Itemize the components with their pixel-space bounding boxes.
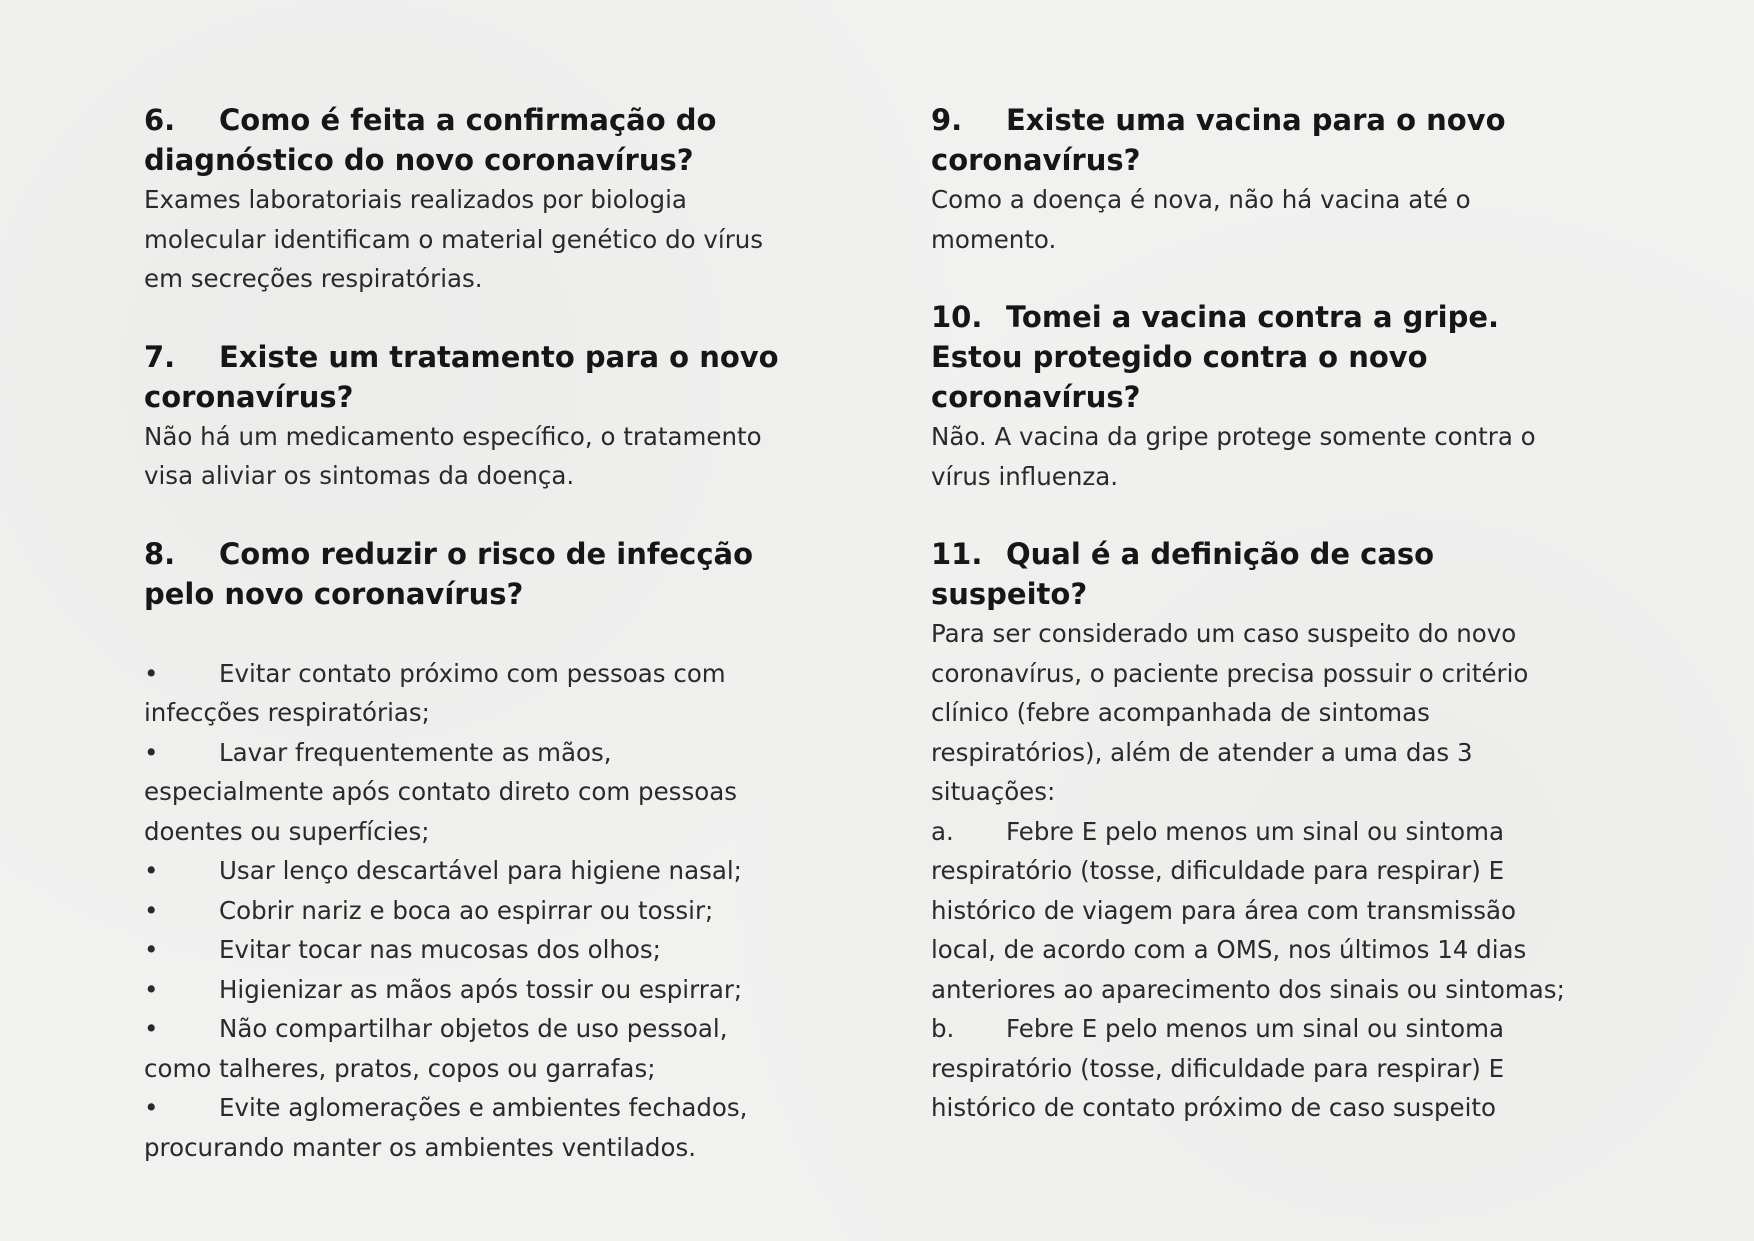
- answer-10: Não. A vacina da gripe protege somente contra o vírus influenza.: [931, 422, 1536, 491]
- question-number: 11.: [931, 537, 983, 571]
- item-marker: b.: [931, 1014, 955, 1043]
- item-text: Febre E pelo menos um sinal ou sintoma respiratório (tosse, dificuldade para respirar) E histórico de contato próximo de caso suspeito: [931, 1014, 1505, 1122]
- question-number: 7.: [144, 339, 176, 374]
- question-number: 8.: [144, 536, 176, 571]
- question-text: Qual é a definição de caso suspeito?: [931, 537, 1435, 611]
- situation-item-a: [931, 812, 1581, 1010]
- list-item: [144, 1009, 794, 1088]
- question-number: 9.: [931, 103, 963, 137]
- bullet-icon: •: [144, 935, 159, 964]
- bullet-icon: •: [144, 974, 159, 1004]
- question-number: 6.: [144, 103, 176, 137]
- question-7: [144, 337, 794, 417]
- list-item-text: Evitar tocar nas mucosas dos olhos;: [219, 935, 661, 964]
- faq-item-11: [931, 534, 1581, 1128]
- question-10: [931, 297, 1581, 417]
- bullet-icon: •: [144, 1014, 159, 1043]
- left-column: [144, 100, 794, 1205]
- list-item-text: Não compartilhar objetos de uso pessoal, como talheres, pratos, copos ou garrafas;: [144, 1014, 728, 1083]
- question-text: Como é feita a confirmação do diagnóstico do novo coronavírus?: [144, 103, 717, 177]
- list-item-text: Evite aglomerações e ambientes fechados, procurando manter os ambientes ventilados.: [144, 1093, 748, 1162]
- question-text: Como reduzir o risco de infecção pelo novo coronavírus?: [144, 536, 754, 611]
- question-text: Tomei a vacina contra a gripe. Estou protegido contra o novo coronavírus?: [931, 300, 1500, 414]
- faq-item-8: [144, 534, 794, 1168]
- question-6: [144, 100, 794, 180]
- situation-item-b: [931, 1009, 1581, 1128]
- question-text: Existe um tratamento para o novo coronavírus?: [144, 339, 779, 414]
- list-item: [144, 891, 794, 931]
- list-item-text: Cobrir nariz e boca ao espirrar ou tossir;: [219, 895, 714, 925]
- question-9: [931, 100, 1581, 180]
- question-number: 10.: [931, 300, 983, 334]
- right-column: [931, 100, 1581, 1166]
- list-item-text: Evitar contato próximo com pessoas com infecções respiratórias;: [144, 658, 726, 727]
- list-item: [144, 851, 794, 891]
- bullet-icon: •: [144, 737, 159, 767]
- question-11: [931, 534, 1581, 614]
- question-8: [144, 534, 794, 614]
- bullet-icon: •: [144, 856, 159, 885]
- answer-6: Exames laboratoriais realizados por biologia molecular identificam o material genético do vírus em secreções respiratórias.: [144, 185, 764, 293]
- bullet-icon: •: [144, 1093, 159, 1122]
- answer-11: Para ser considerado um caso suspeito do novo coronavírus, o paciente precisa possuir o critério clínico (febre acompanhada de sintomas respiratórios), além de atender a uma das 3 situações:: [931, 619, 1529, 806]
- list-item-text: Lavar frequentemente as mãos, especialmente após contato direto com pessoas doentes ou superfícies;: [144, 737, 737, 846]
- list-item: [144, 970, 794, 1010]
- list-item-text: Higienizar as mãos após tossir ou espirrar;: [219, 974, 743, 1004]
- answer-9: Como a doença é nova, não há vacina até o momento.: [931, 185, 1471, 254]
- item-marker: a.: [931, 816, 954, 846]
- faq-item-6: [144, 100, 794, 299]
- list-item: [144, 930, 794, 970]
- question-text: Existe uma vacina para o novo coronavírus?: [931, 103, 1506, 177]
- faq-item-10: [931, 297, 1581, 496]
- list-item: [144, 654, 794, 733]
- prevention-list: [144, 654, 794, 1168]
- list-item: [144, 1088, 794, 1167]
- bullet-icon: •: [144, 895, 159, 925]
- list-item-text: Usar lenço descartável para higiene nasal;: [219, 856, 742, 885]
- bullet-icon: •: [144, 658, 159, 688]
- item-text: Febre E pelo menos um sinal ou sintoma respiratório (tosse, dificuldade para respirar) E histórico de viagem para área com transmissão local, de acordo com a OMS, nos últimos 14 dias anteriores ao aparecimento dos sinais ou sintomas;: [931, 816, 1565, 1004]
- faq-item-9: [931, 100, 1581, 259]
- faq-item-7: [144, 337, 794, 496]
- list-item: [144, 733, 794, 852]
- answer-7: Não há um medicamento específico, o tratamento visa aliviar os sintomas da doença.: [144, 421, 762, 490]
